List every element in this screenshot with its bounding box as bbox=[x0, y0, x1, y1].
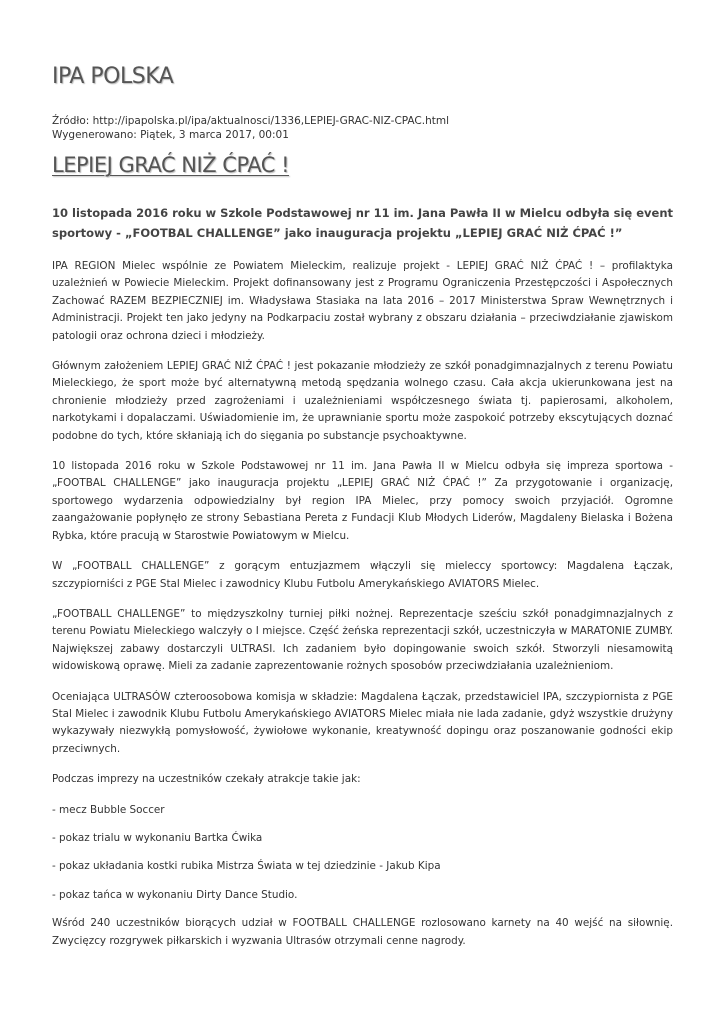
document-meta bbox=[52, 114, 449, 142]
site-title: IPA POLSKA bbox=[52, 64, 174, 89]
article-body bbox=[52, 258, 673, 963]
list-item: - pokaz tańca w wykonaniu Dirty Dance Studio. bbox=[52, 888, 298, 901]
paragraph: W „FOOTBALL CHALLENGE” z gorącym entuzjazmem włączyli się mieleccy sportowcy: Magdalena Łączak, szczypiorniści z PGE Stal Mielec i zawodnicy Klubu Futbolu Amerykańskiego AVIATORS Mielec. bbox=[52, 560, 673, 590]
list-item: - pokaz układania kostki rubika Mistrza Świata w tej dziedzinie - Jakub Kipa bbox=[52, 860, 441, 873]
paragraph: IPA REGION Mielec wspólnie ze Powiatem Mieleckim, realizuje projekt - LEPIEJ GRAĆ NIŻ ĆPAĆ ! – profilaktyka uzależnień w Powiecie Mieleckim. Projekt dofinansowany jest z Programu Ograniczenia Przestępczości i Aspołecznych Zachować RAZEM BEZPIECZNIEJ im. Władysława Stasiaka na lata 2016 – 2017 Ministerstwa Spraw Wewnętrznych i Administracji. Projekt ten jako jedyny na Podkarpaciu został wybrany z obszaru działania – przeciwdziałanie zjawiskom patologii oraz ochrona dzieci i młodzieży. bbox=[52, 260, 673, 342]
article-title: LEPIEJ GRAĆ NIŻ ĆPAĆ ! bbox=[52, 153, 290, 177]
paragraph: „FOOTBALL CHALLENGE” to międzyszkolny turniej piłki nożnej. Reprezentacje sześciu szkół ponadgimnazjalnych z terenu Powiatu Mieleckiego walczyły o I miejsce. Część żeńska reprezentacji szkół, uczestniczyła w MARATONIE ZUMBY. Największej zabawy dostarczyli ULTRASI. Ich zadaniem było dopingowanie swoich szkół. Stworzyli niesamowitą widowiskową oprawę. Mieli za zadanie zaprezentowanie rożnych sposobów przeciwdziałania uzależnieniom. bbox=[52, 607, 673, 673]
paragraph: Podczas imprezy na uczestników czekały atrakcje takie jak: bbox=[52, 773, 361, 786]
list-item: - mecz Bubble Soccer bbox=[52, 803, 165, 816]
paragraph: Głównym założeniem LEPIEJ GRAĆ NIŻ ĆPAĆ ! jest pokazanie młodzieży ze szkół ponadgimnazjalnych z terenu Powiatu Mieleckiego, że sport może być alternatywną metodą spędzania wolnego czasu. Cała akcja ukierunkowana jest na chronienie młodzieży przed zagrożeniami i uzależnieniami współczesnego świata tj. papierosami, alkoholem, narkotykami i dopalaczami. Uświadomienie im, że uprawnianie sportu może zaspokoić potrzeby ekscytujących doznać podobne do tych, które skłaniają ich do sięgania po substancje psychoaktywne. bbox=[52, 360, 673, 442]
generated-line: Wygenerowano: Piątek, 3 marca 2017, 00:01 bbox=[52, 129, 289, 141]
article-lead: 10 listopada 2016 roku w Szkole Podstawowej nr 11 im. Jana Pawła II w Mielcu odbyła się event sportowy - „FOOTBAL CHALLENGE” jako inauguracja projektu „LEPIEJ GRAĆ NIŻ ĆPAĆ !” bbox=[52, 206, 673, 240]
closing-paragraph: Wśród 240 uczestników biorących udział w FOOTBALL CHALLENGE rozlosowano karnety na 40 wejść na siłownię. Zwycięzcy rozgrywek piłkarskich i wyzwania Ultrasów otrzymali cenne nagrody. bbox=[52, 917, 673, 947]
paragraph: Oceniająca ULTRASÓW czteroosobowa komisja w składzie: Magdalena Łączak, przedstawiciel IPA, szczypiornista z PGE Stal Mielec i zawodnik Klubu Futbolu Amerykańskiego AVIATORS Mielec miała nie lada zadanie, gdyż wszystkie drużyny wykazywały niezwykłą pomysłowość, żywiołowe wykonanie, kreatywność dopingu oraz poszanowanie godności ekip przeciwnych. bbox=[52, 690, 673, 755]
list-item: - pokaz trialu w wykonaniu Bartka Ćwika bbox=[52, 831, 263, 844]
source-line: Źródło: http://ipapolska.pl/ipa/aktualnosci/1336,LEPIEJ-GRAC-NIZ-CPAC.html bbox=[52, 115, 450, 127]
paragraph: 10 listopada 2016 roku w Szkole Podstawowej nr 11 im. Jana Pawła II w Mielcu odbyła się impreza sportowa - „FOOTBAL CHALLENGE” jako inauguracja projektu „LEPIEJ GRAĆ NIŻ ĆPAĆ !” Za przygotowanie i organizację, sportowego wydarzenia odpowiedzialny był region IPA Mielec, przy pomocy swoich przyjaciół. Ogromne zaangażowanie popłynęło ze strony Sebastiana Pereta z Fundacji Klub Młodych Liderów, Magdaleny Bielaska i Bożena Rybka, które pracują w Starostwie Powiatowym w Mielcu. bbox=[52, 460, 673, 542]
